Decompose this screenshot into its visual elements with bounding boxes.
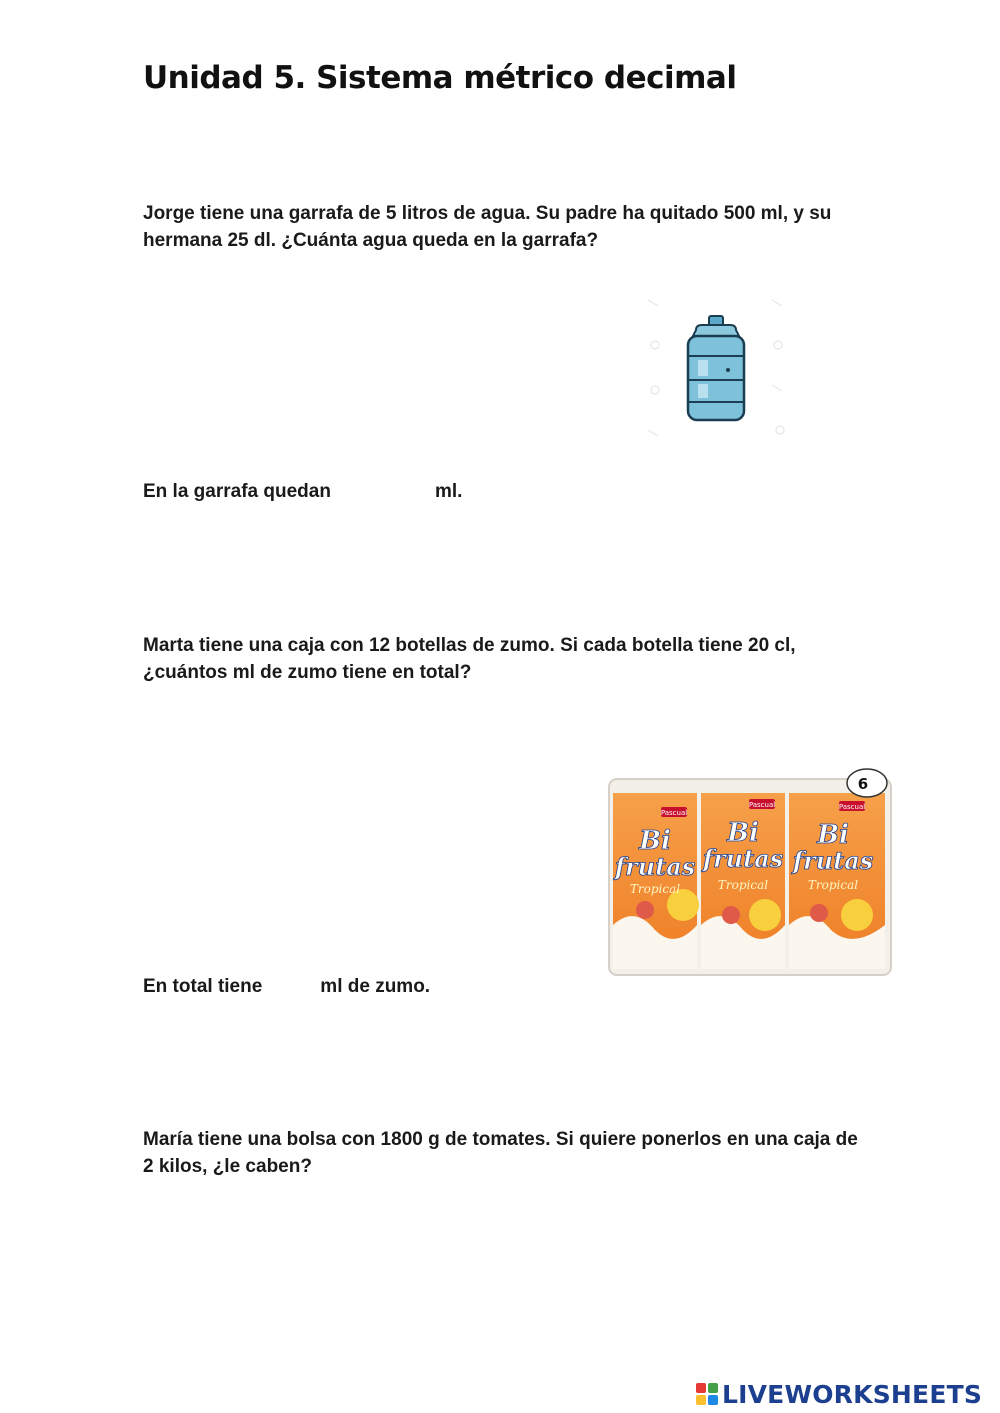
water-jug-icon [640,290,790,440]
logo-square-green [708,1383,718,1393]
juice-flavor-3: Tropical [807,878,859,892]
juice-product-bottom-2: frutas [702,844,784,873]
juice-brand-1: Pascual [660,809,688,817]
juice-product-top-2: Bi [727,818,759,848]
juice-pack-icon [605,765,895,980]
juice-product-bottom-1: frutas [614,852,696,881]
page-title: Unidad 5. Sistema métrico decimal [143,60,737,96]
juice-brand-3: Pascual [838,803,866,811]
answer-2-prefix: En total tiene [143,976,263,997]
juice-brand-2: Pascual [748,801,776,809]
answer-2-suffix: ml de zumo. [320,976,431,997]
juice-product-bottom-3: frutas [792,846,874,875]
juice-flavor-2: Tropical [717,878,769,892]
juice-product-top-3: Bi [817,820,849,850]
logo-square-red [696,1383,706,1393]
answer-1-input[interactable] [331,483,435,505]
juice-flavor-1: Tropical [629,882,681,896]
answer-line-1 [143,478,462,505]
juice-pack-count: 6 [857,775,869,793]
liveworksheets-logo [696,1377,982,1411]
answer-2-input[interactable] [262,978,320,1000]
logo-text: LIVEWORKSHEETS [722,1379,983,1409]
problem-3-text: María tiene una bolsa con 1800 g de tomates. Si quiere ponerlos en una caja de 2 kilos, ¿le caben? [143,1129,858,1177]
problem-2-text: Marta tiene una caja con 12 botellas de zumo. Si cada botella tiene 20 cl, ¿cuántos ml de zumo tiene en total? [143,635,796,683]
logo-square-blue [708,1395,718,1405]
problem-1-text: Jorge tiene una garrafa de 5 litros de agua. Su padre ha quitado 500 ml, y su hermana 25 dl. ¿Cuánta agua queda en la garrafa? [143,203,832,251]
juice-product-top-1: Bi [639,826,671,856]
logo-mark-icon [696,1383,718,1405]
answer-1-suffix: ml. [434,481,463,502]
logo-square-yellow [696,1395,706,1405]
answer-1-prefix: En la garrafa quedan [143,481,331,502]
answer-line-2 [143,973,430,1000]
